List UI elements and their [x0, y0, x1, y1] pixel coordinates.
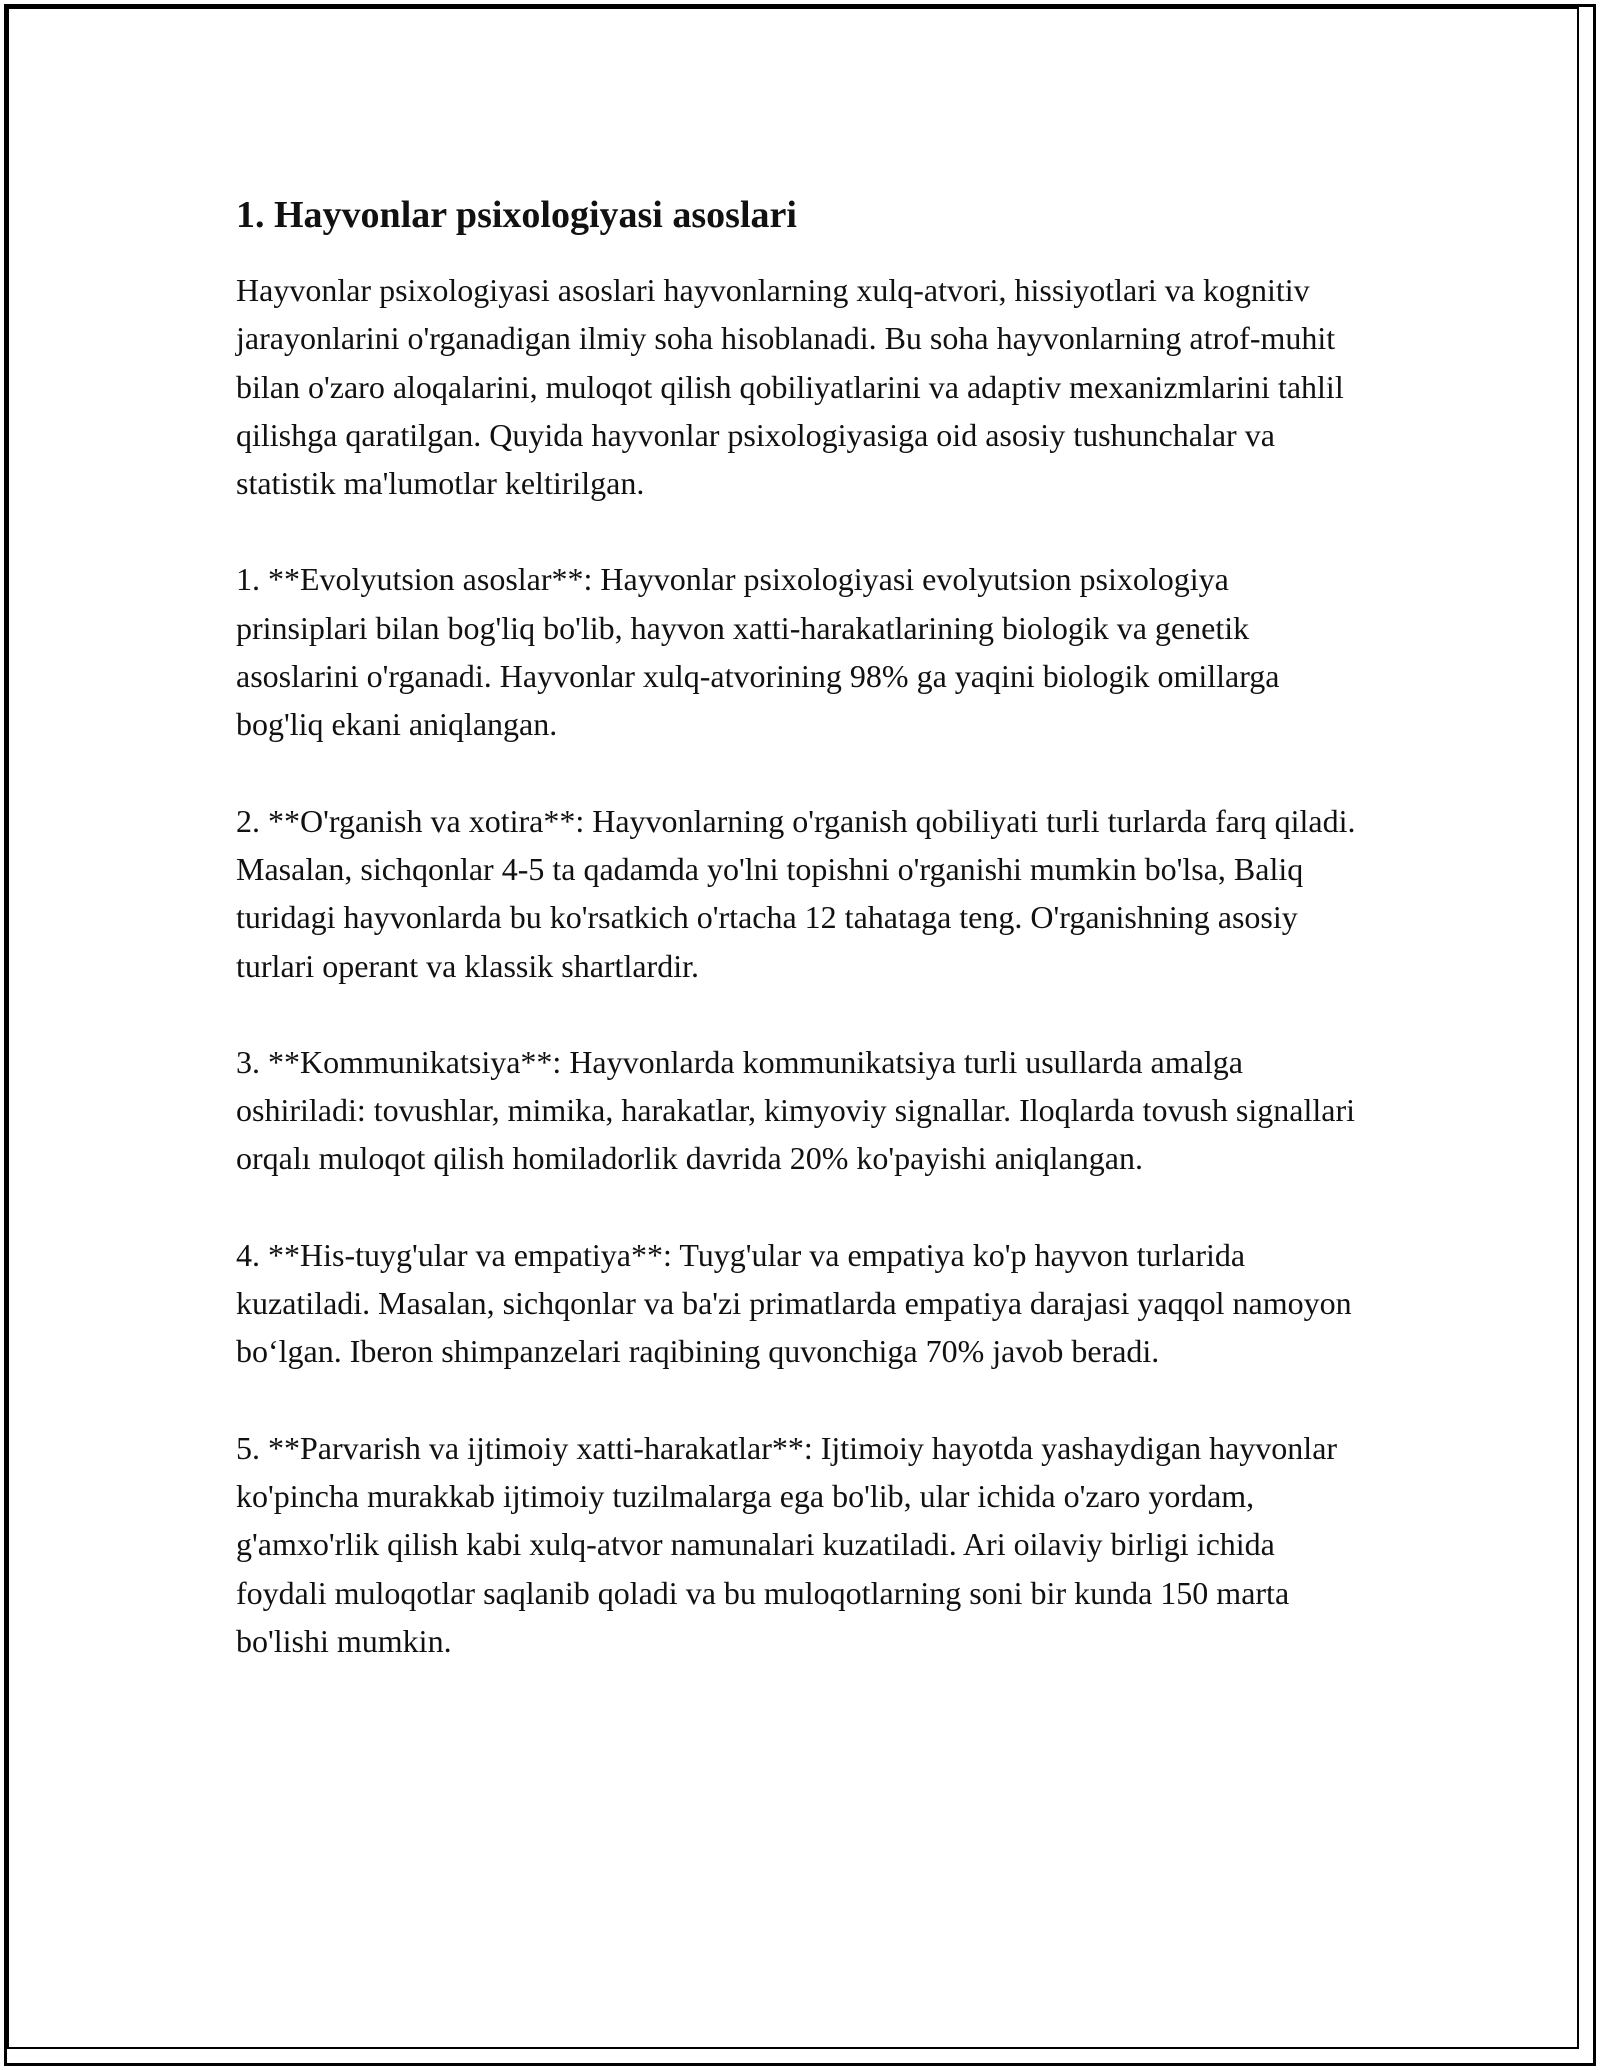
section-paragraph-2: 2. **O'rganish va xotira**: Hayvonlarning o'rganish qobiliyati turli turlarda farq qiladi. Masalan, sichqonlar 4-5 ta qadamda yo'lni topishni o'rganishi mumkin bo'lsa, Baliq turidagi hayvonlarda bu ko'rsatkich o'rtacha 12 tahataga teng. O'rganishning asosiy turlari operant va klassik shartlardir. [236, 802, 1356, 984]
section-paragraph-5: 5. **Parvarish va ijtimoiy xatti-harakatlar**: Ijtimoiy hayotda yashaydigan hayvonlar ko'pincha murakkab ijtimoiy tuzilmalarga ega bo'lib, ular ichida o'zaro yordam, g'amxo'rlik qilish kabi xulq-atvor namunalari kuzatiladi. Ari oilaviy birligi ichida foydali muloqotlar saqlanib qoladi va bu muloqotlarning soni bir kunda 150 marta bo'lishi mumkin. [236, 1429, 1338, 1659]
section-paragraph-1: 1. **Evolyutsion asoslar**: Hayvonlar psixologiyasi evolyutsion psixologiya prinsiplari bilan bog'liq bo'lib, hayvon xatti-harakatlarining biologik va genetik asoslarini o'rganadi. Hayvonlar xulq-atvorining 98% ga yaqini biologik omillarga bog'liq ekani aniqlangan. [236, 561, 1280, 743]
section-paragraph-4: 4. **His-tuyg'ular va empatiya**: Tuyg'ular va empatiya ko'p hayvon turlarida kuzatiladi. Masalan, sichqonlar va ba'zi primatlarda empatiya darajasi yaqqol namoyon bo‘lgan. Iberon shimpanzelari raqibining quvonchiga 70% javob beradi. [236, 1236, 1352, 1370]
intro-paragraph: Hayvonlar psixologiyasi asoslari hayvonlarning xulq-atvori, hissiyotlari va kognitiv jarayonlarini o'rganadigan ilmiy soha hisoblanadi. Bu soha hayvonlarning atrof-muhit bilan o'zaro aloqalarini, muloqot qilish qobiliyatlarini va adaptiv mexanizmlarini tahlil qilishga qaratilgan. Quyida hayvonlar psixologiyasiga oid asosiy tushunchalar va statistik ma'lumotlar keltirilgan. [236, 272, 1344, 502]
document-title: 1. Hayvonlar psixologiyasi asoslari [236, 194, 797, 236]
document-body [236, 188, 1366, 1665]
section-paragraph-3: 3. **Kommunikatsiya**: Hayvonlarda kommunikatsiya turli usullarda amalga oshiriladi: tovushlar, mimika, harakatlar, kimyoviy signallar. Iloqlarda tovush signallari orqalı muloqot qilish homiladorlik davrida 20% ko'payishi aniqlangan. [236, 1043, 1355, 1177]
